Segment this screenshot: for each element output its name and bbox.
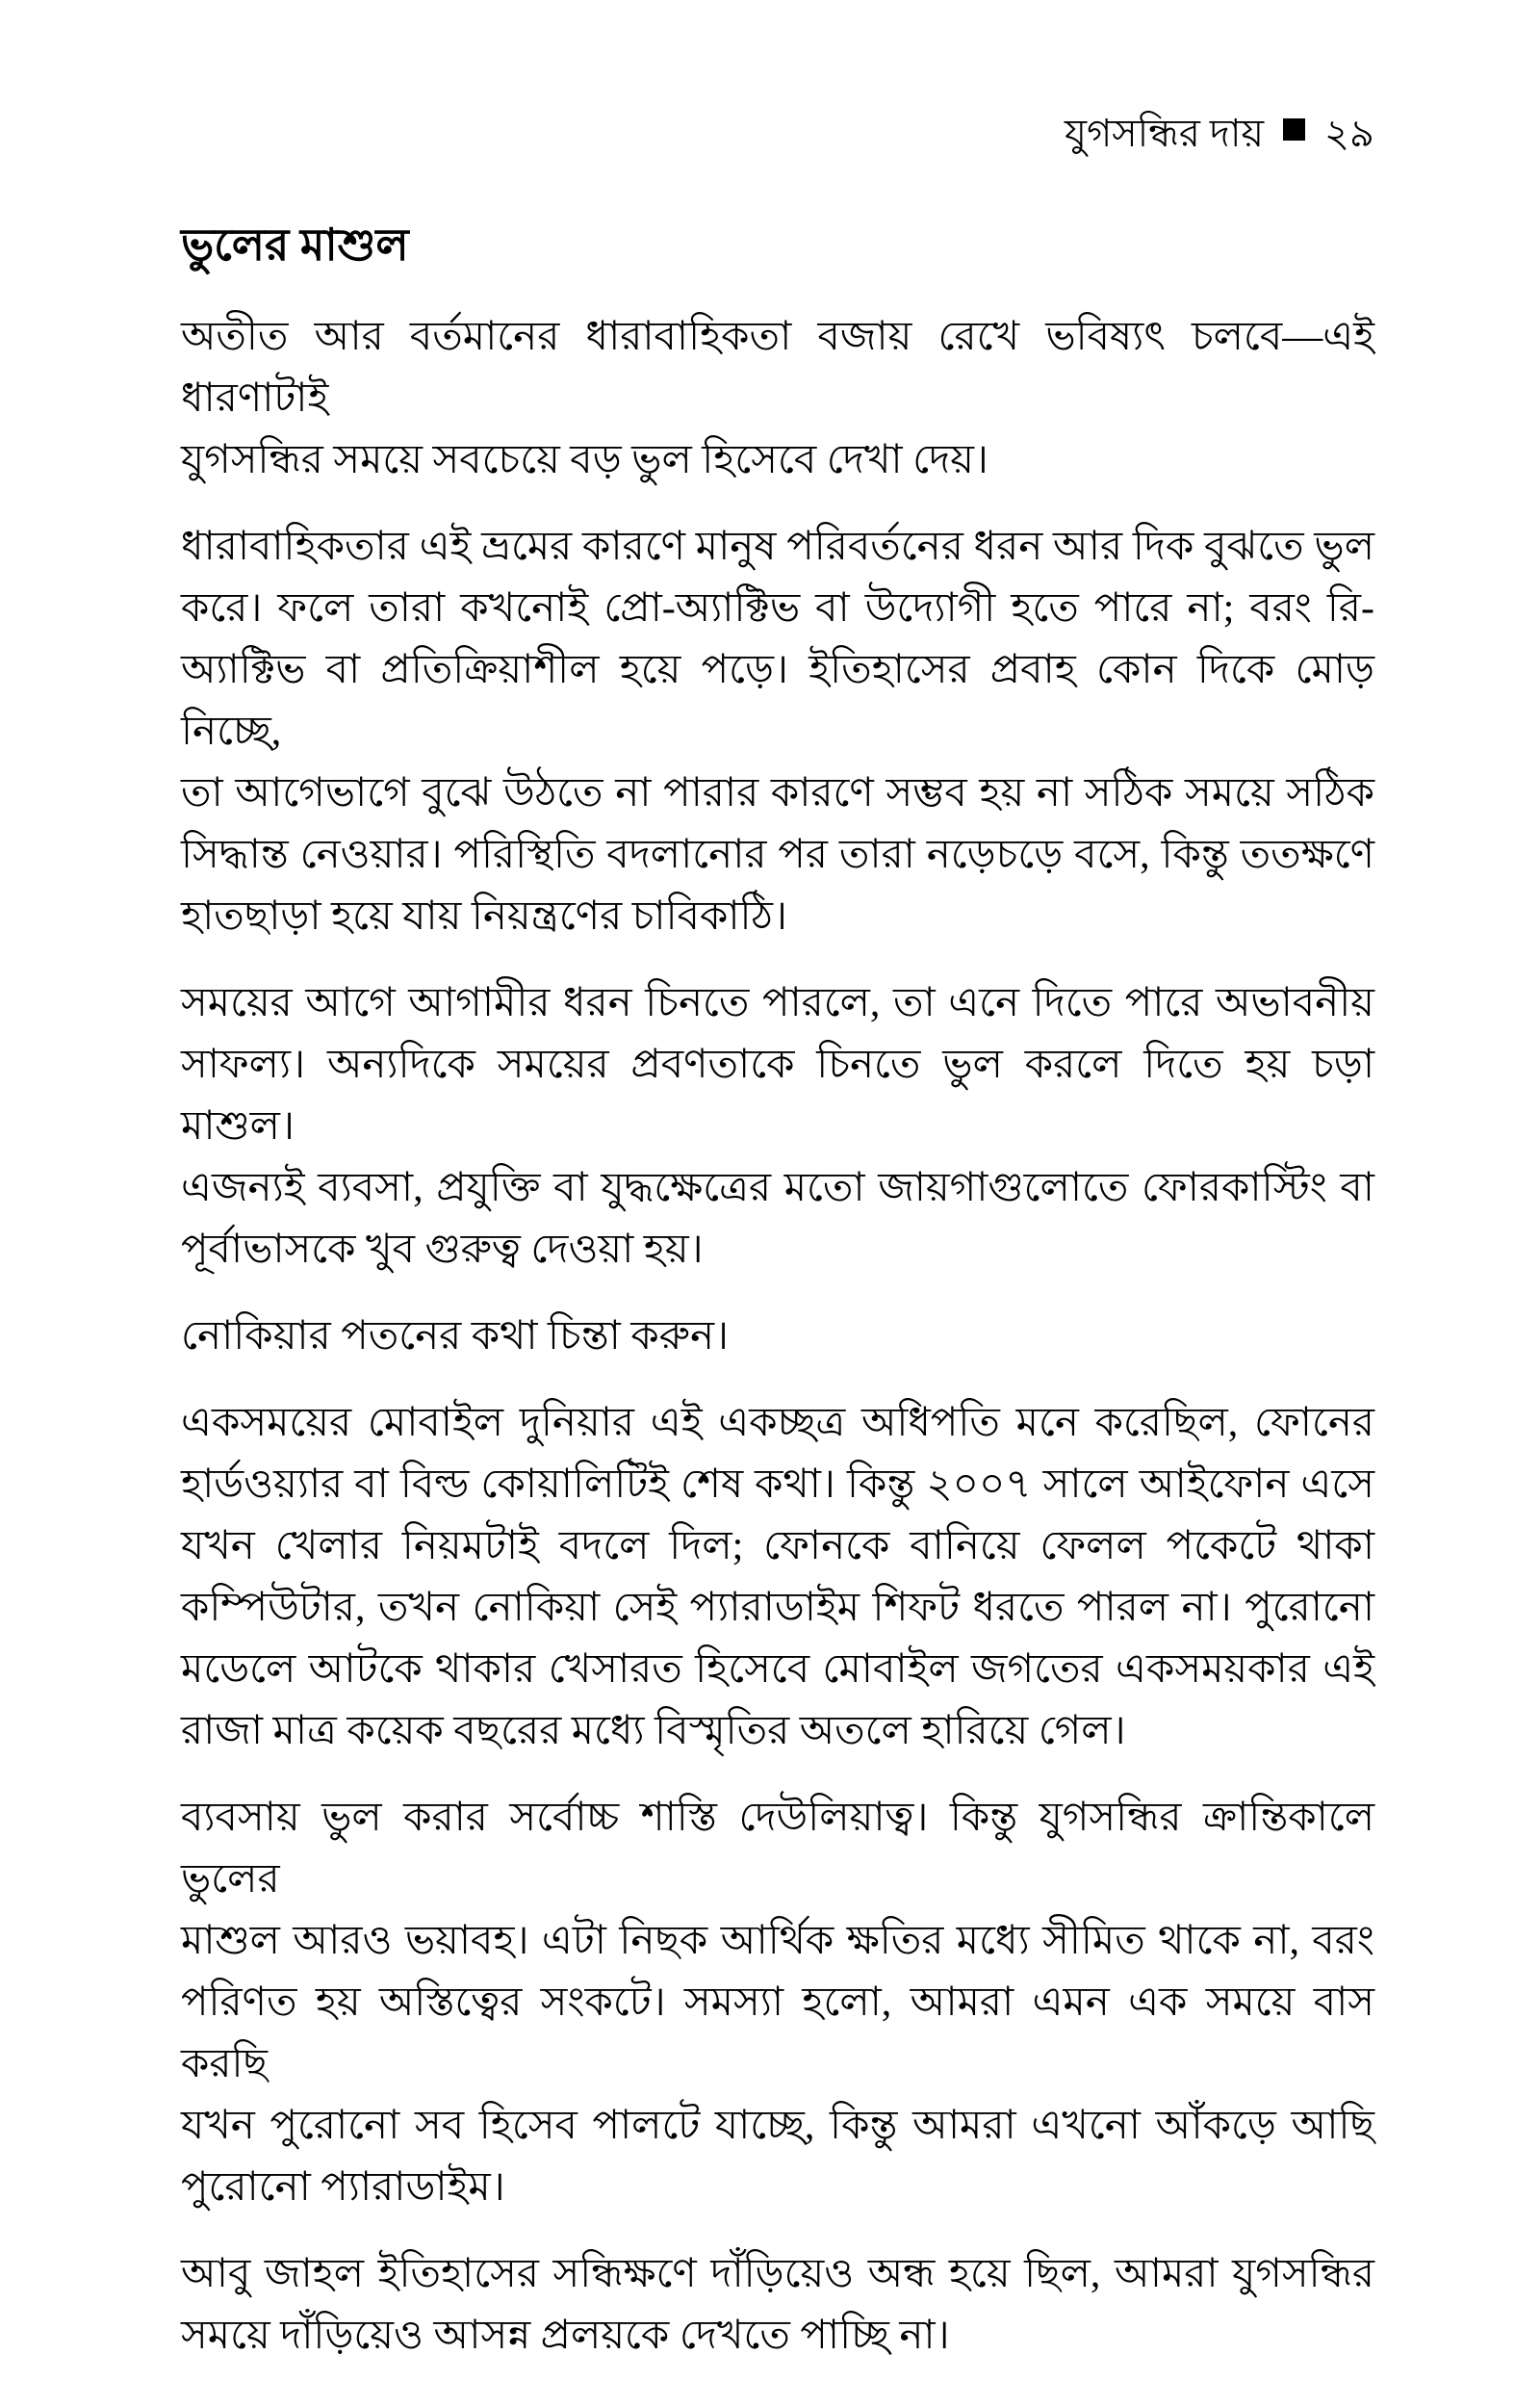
text-line: সাফল্য। অন্যদিকে সময়ের প্রবণতাকে চিনতে ভুল করলে দিতে হয় চড়া মাশুল। <box>181 1043 1374 1149</box>
text-line: যুগসন্ধির সময়ে সবচেয়ে বড় ভুল হিসেবে দেখা দেয়। <box>181 438 988 482</box>
paragraph <box>181 1392 1374 1762</box>
running-title: যুগসন্ধির দায় <box>1065 112 1265 155</box>
text-line: তা আগেভাগে বুঝে উঠতে না পারার কারণে সম্ভব হয় না সঠিক সময়ে সঠিক <box>181 771 1374 815</box>
text-line: আবু জাহল ইতিহাসের সন্ধিক্ষণে দাঁড়িয়েও অন্ধ হয়ে ছিল, আমরা যুগসন্ধির <box>181 2252 1374 2296</box>
text-line: কম্পিউটার, তখন নোকিয়া সেই প্যারাডাইম শিফট ধরতে পারল না। পুরোনো <box>181 1586 1374 1630</box>
text-line: হাতছাড়া হয়ে যায় নিয়ন্ত্রণের চাবিকাঠি। <box>181 894 788 939</box>
body-paragraphs <box>181 306 1374 2367</box>
text-line: যখন খেলার নিয়মটাই বদলে দিল; ফোনকে বানিয়ে ফেলল পকেটে থাকা <box>181 1524 1374 1568</box>
text-line: মাশুল আরও ভয়াবহ। এটা নিছক আর্থিক ক্ষতির মধ্যে সীমিত থাকে না, বরং <box>181 1919 1374 1963</box>
paragraph <box>181 516 1374 947</box>
text-line: নোকিয়ার পতনের কথা চিন্তা করুন। <box>181 1314 730 1359</box>
text-line: ব্যবসায় ভুল করার সর্বোচ্চ শাস্তি দেউলিয়াত্ব। কিন্তু যুগসন্ধির ক্রান্তিকালে ভুলের <box>181 1796 1374 1902</box>
square-bullet-icon <box>1283 118 1305 141</box>
text-line: সময়ের আগে আগামীর ধরন চিনতে পারলে, তা এনে দিতে পারে অভাবনীয় <box>181 981 1374 1025</box>
text-line: সিদ্ধান্ত নেওয়ার। পরিস্থিতি বদলানোর পর তারা নড়েচড়ে বসে, কিন্তু ততক্ষণে <box>181 833 1374 877</box>
text-line: পুরোনো প্যারাডাইম। <box>181 2165 505 2210</box>
text-line: রাজা মাত্র কয়েক বছরের মধ্যে বিস্মৃতির অতলে হারিয়ে গেল। <box>181 1709 1126 1753</box>
text-line: ধারাবাহিকতার এই ভ্রমের কারণে মানুষ পরিবর্তনের ধরন আর দিক বুঝতে ভুল <box>181 525 1374 569</box>
text-line: মডেলে আটকে থাকার খেসারত হিসেবে মোবাইল জগতের একসময়কার এই <box>181 1647 1374 1692</box>
text-line: যখন পুরোনো সব হিসেব পালটে যাচ্ছে, কিন্তু আমরা এখনো আঁকড়ে আছি <box>181 2104 1374 2148</box>
paragraph <box>181 2243 1374 2367</box>
paragraph <box>181 1787 1374 2218</box>
text-line: অতীত আর বর্তমানের ধারাবাহিকতা বজায় রেখে ভবিষ্যৎ চলবে—এই ধারণাটাই <box>181 315 1374 421</box>
text-line: সময়ে দাঁড়িয়েও আসন্ন প্রলয়কে দেখতে পাচ্ছি না। <box>181 2314 950 2358</box>
running-header <box>181 108 1374 160</box>
text-line: করে। ফলে তারা কখনোই প্রো-অ্যাক্টিভ বা উদ্যোগী হতে পারে না; বরং রি- <box>181 586 1374 631</box>
text-line: এজন্যই ব্যবসা, প্রযুক্তি বা যুদ্ধক্ষেত্রের মতো জায়গাগুলোতে ফোরকাস্টিং বা <box>181 1166 1374 1210</box>
text-line: পরিণত হয় অস্তিত্বের সংকটে। সমস্যা হলো, আমরা এমন এক সময়ে বাস করছি <box>181 1980 1374 2086</box>
text-line: হার্ডওয়্যার বা বিল্ড কোয়ালিটিই শেষ কথা। কিন্তু ২০০৭ সালে আইফোন এসে <box>181 1462 1374 1507</box>
paragraph <box>181 1306 1374 1367</box>
text-line: অ্যাক্টিভ বা প্রতিক্রিয়াশীল হয়ে পড়ে। ইতিহাসের প্রবাহ কোন দিকে মোড় নিচ্ছে, <box>181 648 1374 754</box>
text-line: পূর্বাভাসকে খুব গুরুত্ব দেওয়া হয়। <box>181 1228 704 1272</box>
text-line: একসময়ের মোবাইল দুনিয়ার এই একচ্ছত্র অধিপতি মনে করেছিল, ফোনের <box>181 1401 1374 1445</box>
section-title: ভুলের মাশুল <box>181 220 409 270</box>
paragraph <box>181 306 1374 491</box>
page-number: ২৯ <box>1324 112 1374 155</box>
paragraph <box>181 972 1374 1281</box>
